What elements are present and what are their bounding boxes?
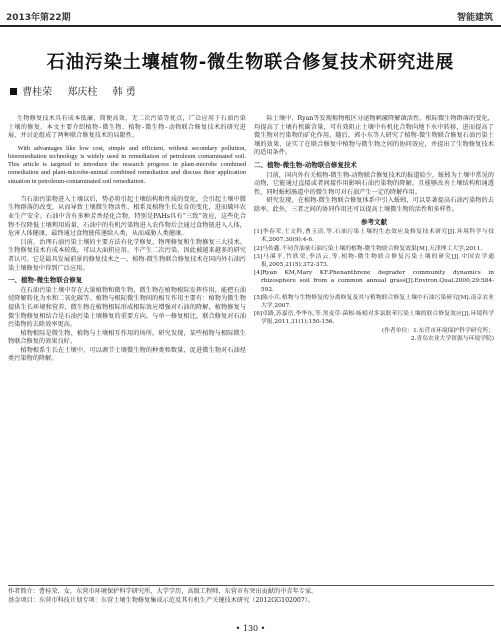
article-title: 石油污染土壤植物-微生物联合修复技术研究进展 (46, 52, 455, 73)
footnote-rule (8, 585, 494, 586)
body-paragraph: 际土壤中，Ryan等发现植物根区分泌物刺激降解菌活性，根际微生物群落的变化，均提高了土壤有机碳含量，可有效阻止土壤中有机化合物向地下水中转移，进而提高了微生物对污染物的矿化作用。随后，郭小东等人研究了植物-微生物联合修复石油污染土壤的效果，证实了在联合修复中植物与微生物之间的协同效应，并提出了生物修复技术的适用条件。 (254, 115, 494, 157)
author-1: 曹桂荣 (22, 87, 53, 98)
right-column (254, 115, 494, 343)
square-bullet-icon (10, 88, 17, 95)
author-bio-footnote: 作者简介：曹桂荣，女，东营市环境保护科学研究所，大学学历，高级工程师，东营市有突出贡献的中青年专家。 (8, 588, 318, 595)
page-number-value: 130 (242, 624, 259, 633)
funding-footnote: 基金项目：东营市科技计划专项：东营土壤生物修复集成示范及其有机生产关键技术研究（2012GG102007）。 (8, 596, 315, 604)
running-head: 智能建筑 (456, 13, 493, 23)
reference-item: [3]马溪平,竹欣荣,李洁云,等.植物-微生物联合修复污染土壤的研究[J].中国农学通报,2005,21(5):372-373. (254, 253, 494, 268)
affiliation-line: (作者单位：1.东营市环境保护科学研究所； (381, 327, 494, 334)
references-heading: 参考文献 (361, 217, 387, 226)
issue-label: 2013年第22期 (6, 13, 71, 23)
affiliation-line: 2.青岛农业大学资源与环境学院) (410, 335, 494, 342)
footnotes (8, 588, 494, 606)
reference-item: [1]李春荣,王文科,曹玉清,等.石油污染土壤的生态效应及修复技术研究[J].环境科学与技术,2007,30(9):4-6. (254, 229, 494, 244)
body-paragraph: 植物根际是微生物、植物与土壤相互作用的场所。研究发现，某些植物与根际微生物联合修复的效果良好。 (8, 329, 246, 346)
reference-item: [4]Ryan KM,Mary KF.Phenanthrene degrader community dynamics in rhizosphere soil from a common annual grass[J].Environ.Qual.2000,29:584-592. (254, 270, 494, 293)
body-paragraph: 植物根系生长在土壤中，可以调节土壤微生物的种类和数量，促进微生物对石油烃类污染物的降解。 (8, 346, 246, 363)
body-paragraph: 当石油污染物进入土壤以后，势必将引起土壤结构和性质的变化，会引起土壤中微生物群落的改变，从而导致土壤微生物活性、根系及植物生长发育的变化，进而破坏农业生产安全。石油中含有多种芳香烃化合物，特别是PAHs具有“三致”效应，这些化合物不仅降低土壤利用质量，石油中的有机污染物进入农作物后会通过食物链进入人体，危害人体健康，最终通过食物链传递给人类，从而威胁人类健康。 (8, 195, 246, 238)
author-2: 郑庆柱 (67, 87, 98, 98)
abstract-chinese: 生物修复技术具有成本低廉、简便高效、无二次污染等优点，广泛应用于石油污染土壤的修复。本文主要介绍植物-微生物、植物-微生物-动物联合修复技术的研究进展，并讨论组成了两种联合修复技术的局限性。 (8, 115, 246, 140)
page-header (0, 0, 501, 30)
section-heading: 二、植物-微生物-动物联合修复技术 (254, 160, 357, 169)
author-3: 韩 勇 (112, 87, 136, 98)
reference-item: [5]陈小兵.植物与生物修复的分离修复及其与植物联合修复土壤中石油污染研究[M].南京农业大学,2007. (254, 294, 494, 309)
body-paragraph: 在石油污染土壤中存在大量植物和微生物，微生物在植物根际发挥作用，能把石油烃降解转化为水和二氧化碳等。植物与根际微生物间的相互作用主要有：植物为微生物提供生长环境和营养，微生物在植物根际形成根际效应增强对石油的降解，植物修复与微生物修复相结合是石油污染土壤修复的重要方向。与单一修复相比，联合修复对石油污染物的去除效率更高。 (8, 286, 246, 329)
left-column (8, 115, 246, 364)
section-heading: 一、植物-微生物联合修复 (8, 276, 83, 285)
reference-item: [2]马传鑫.不同含油量石油污染土壤的植物-微生物联合修复效果[M].天津理工大学,2011. (254, 245, 483, 252)
header-rule (0, 25, 501, 27)
author-line (10, 83, 148, 98)
abstract-english: With advantages like low cost, simple and efficient, without secondary pollution, bioremediation technology is widely used in remediation of petroleum contaminated soil. This article is targeted to introduce the research progress in plant-microbe combined remediation and plant-microbe-animal combined remediation and discuss their application situation in petroleum-contaminated soil remediation. (8, 144, 246, 185)
page-number: • 130 • (235, 624, 266, 633)
body-paragraph: 目前，国内外有关植物-微生物-动物联合修复技术的报道较少，蚯蚓为土壤中常见的动物，它能通过直接或者间接作用影响石油污染物的降解，且能够改善土壤结构和通透性，同时蚯蚓肠道中的微生物可对石油产生一定的降解作用。 (254, 171, 494, 196)
body-paragraph: 研究发现，在植物-微生物联合修复体系中引入蚯蚓，可以显著提高石油污染物的去除率。此外，三者之间的协同作用还可以提高土壤微生物的活性和多样性。 (254, 197, 494, 213)
reference-item: [6]卓路,苏嘉峦,李华东,等.黑麦草-菌根-蚯蚓对多氯联苯污染土壤的联合修复效应[J].环境科学学报,2011,31(1):150-156. (254, 311, 494, 326)
body-paragraph: 目前，治理石油污染土壤的主要方法有化学修复、物理修复和生物修复三大技术。生物修复技术有成本较低，可以大面积应用，不产生二次污染，因此被越来越多的研究者认可。它是最具发展前景的修复技术之一。植物-微生物联合修复技术在国内外石油污染土壤修复中得到广泛应用。 (8, 238, 246, 272)
